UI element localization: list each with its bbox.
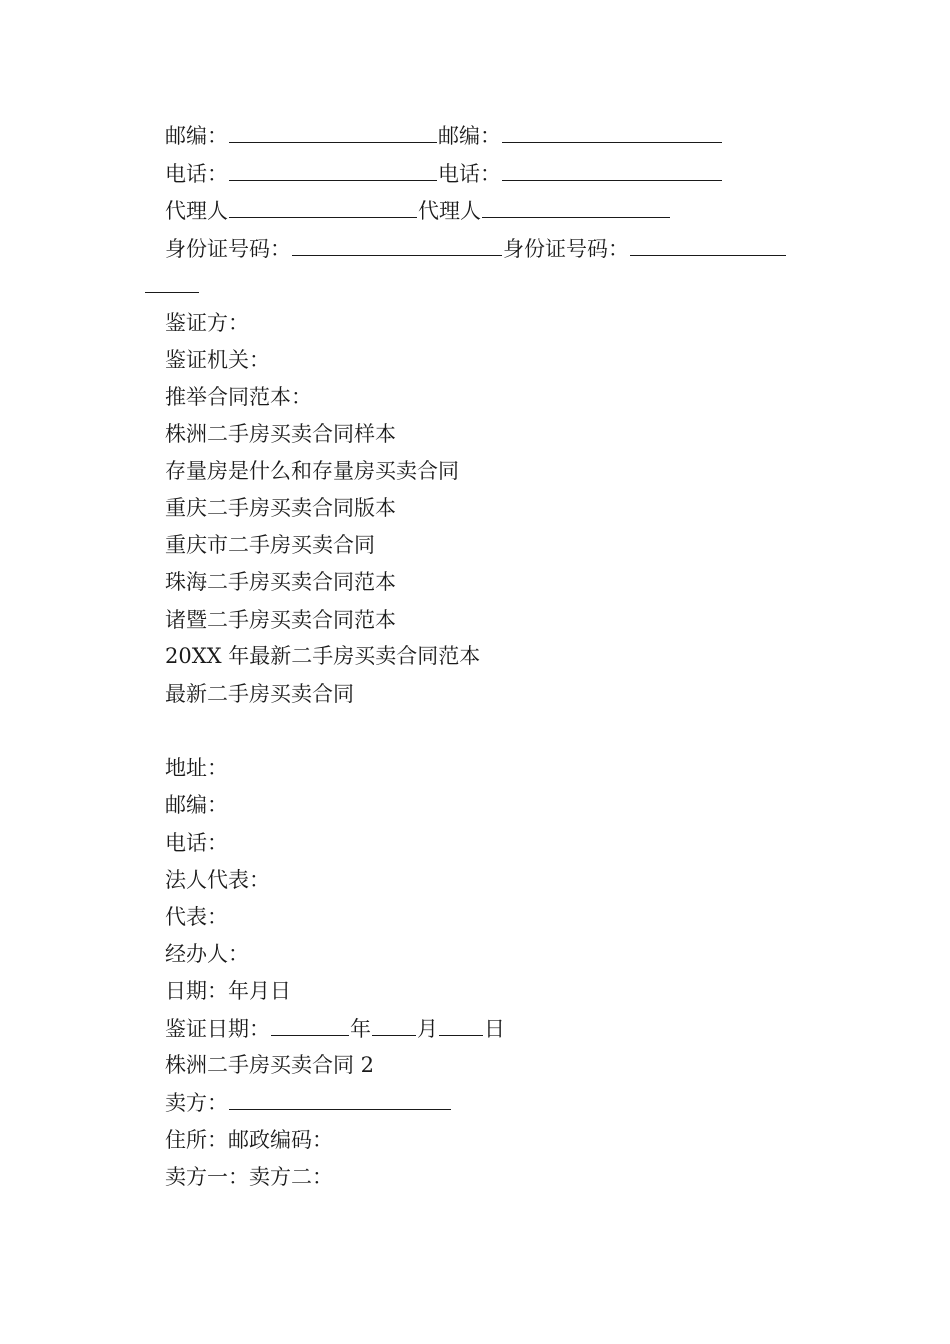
phone-label: 电话： [165,831,228,855]
postcode-blank-a[interactable] [229,122,437,143]
phone-blank-b[interactable] [502,160,722,181]
recommended-heading: 推举合同范本： [165,385,312,409]
postcode-label-a: 邮编： [165,124,228,148]
seller-row [165,1089,452,1116]
agent-label-a: 代理人 [165,199,228,223]
postcode-label: 邮编： [165,793,228,817]
witness-party: 鉴证方： [165,311,249,335]
agent-label-b: 代理人 [418,199,481,223]
recommended-link[interactable]: 最新二手房买卖合同 [165,682,354,706]
day-blank[interactable] [439,1015,483,1036]
sellers-label: 卖方一：卖方二： [165,1165,333,1189]
phone-row [165,160,723,187]
recommended-link[interactable]: 重庆市二手房买卖合同 [165,533,375,557]
rep-label: 代表： [165,905,228,929]
recommended-link[interactable]: 株洲二手房买卖合同样本 [165,422,396,446]
witness-date-row [165,1015,505,1042]
seller-label: 卖方： [165,1091,228,1115]
postcode-blank-b[interactable] [502,122,722,143]
recommended-link[interactable]: 重庆二手房买卖合同版本 [165,496,396,520]
contract-title: 株洲二手房买卖合同 2 [165,1053,375,1077]
postcode-label-b: 邮编： [438,124,501,148]
month-label: 月 [417,1017,438,1041]
legal-rep-label: 法人代表： [165,868,270,892]
address-label: 地址： [165,756,228,780]
year-blank[interactable] [271,1015,349,1036]
agent-blank-b[interactable] [482,197,670,218]
residence-label: 住所：邮政编码： [165,1128,333,1152]
recommended-link[interactable]: 诸暨二手房买卖合同范本 [165,608,396,632]
id-blank-b-continuation [145,266,199,293]
id-number-row [165,235,787,262]
agent-row [165,197,671,224]
date-label: 日期：年月日 [165,979,291,1003]
phone-blank-a[interactable] [229,160,437,181]
agent-blank-a[interactable] [229,197,417,218]
phone-label-a: 电话： [165,162,228,186]
recommended-link[interactable]: 存量房是什么和存量房买卖合同 [165,459,459,483]
phone-label-b: 电话： [438,162,501,186]
month-blank[interactable] [372,1015,416,1036]
id-blank-b[interactable] [630,235,786,256]
id-label-b: 身份证号码： [503,237,629,261]
day-label: 日 [484,1017,505,1041]
recommended-link[interactable]: 珠海二手房买卖合同范本 [165,570,396,594]
id-blank-a[interactable] [292,235,502,256]
seller-blank[interactable] [229,1089,451,1110]
handler-label: 经办人： [165,942,249,966]
year-label: 年 [350,1017,371,1041]
postcode-row [165,122,723,149]
witness-agency: 鉴证机关： [165,348,270,372]
witness-date-label: 鉴证日期： [165,1017,270,1041]
id-label-a: 身份证号码： [165,237,291,261]
recommended-link[interactable]: 20XX 年最新二手房买卖合同范本 [165,644,481,668]
